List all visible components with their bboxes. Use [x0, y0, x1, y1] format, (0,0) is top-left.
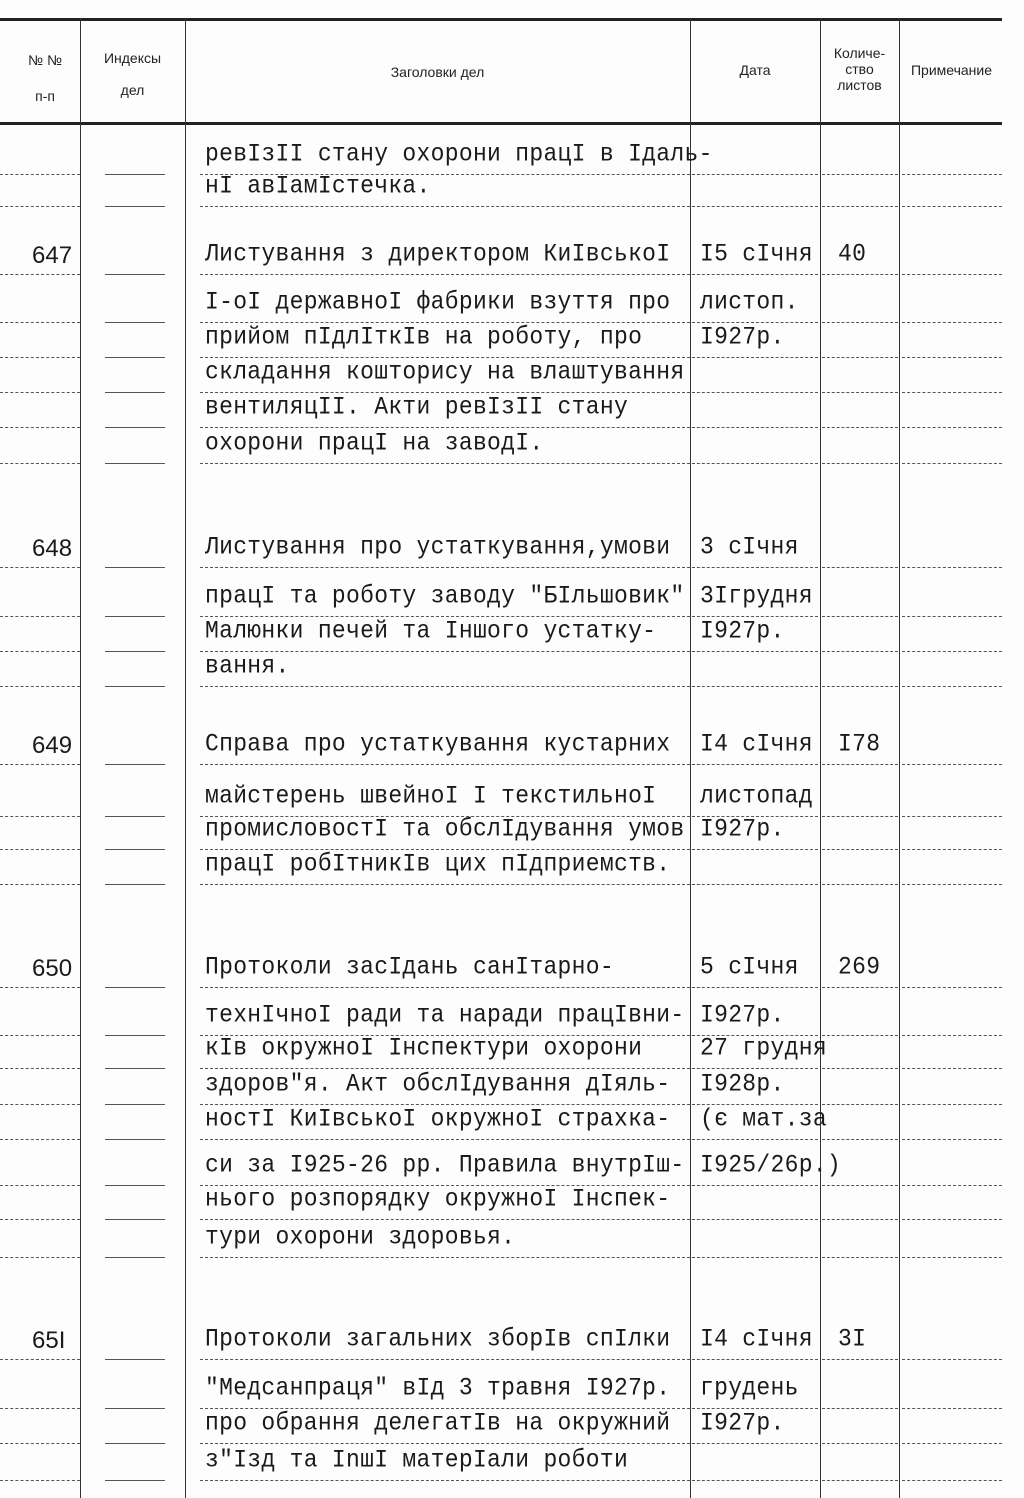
- entry-date-line: I4 cIчня: [700, 730, 813, 759]
- index-dash: [105, 392, 165, 393]
- row-rule: [822, 463, 898, 464]
- row-rule: [902, 1139, 1002, 1140]
- index-dash: [105, 427, 165, 428]
- index-dash: [105, 174, 165, 175]
- entry-title-line: охорони працI на заводI.: [205, 429, 544, 458]
- row-rule: [692, 849, 818, 850]
- row-rule: [692, 1068, 818, 1069]
- row-rule: [822, 884, 898, 885]
- header-sheets: [820, 45, 899, 93]
- row-rule: [200, 427, 690, 428]
- entry-title-line: про обрання делегатIв на окружний: [205, 1409, 671, 1438]
- entry-date-line: I927р.: [700, 1001, 785, 1030]
- row-rule: [200, 686, 690, 687]
- row-rule: [200, 1443, 690, 1444]
- row-rule: [822, 616, 898, 617]
- index-dash: [105, 686, 165, 687]
- entry-date-line: I927р.: [700, 617, 785, 646]
- row-rule: [902, 274, 1002, 275]
- row-rule: [0, 206, 80, 207]
- column-divider: [690, 18, 691, 1498]
- entry-title-line: працI та роботу заводу "БIльшовик": [205, 582, 685, 611]
- entry-date-line: 3Iгрудня: [700, 582, 813, 611]
- row-rule: [200, 1139, 690, 1140]
- row-rule: [0, 1104, 80, 1105]
- row-rule: [902, 816, 1002, 817]
- entry-number: 650: [32, 955, 73, 982]
- row-rule: [692, 1219, 818, 1220]
- row-rule: [902, 884, 1002, 885]
- row-rule: [822, 686, 898, 687]
- entry-title-line: си за I925-26 рр. Правила внутрIш-: [205, 1151, 685, 1180]
- row-rule: [200, 884, 690, 885]
- row-rule: [200, 849, 690, 850]
- entry-date-line: 27 грудня: [700, 1034, 827, 1063]
- entry-title-line: кIв окружноI Iнспектури охорони: [205, 1034, 643, 1063]
- row-rule: [0, 764, 80, 765]
- row-rule: [200, 816, 690, 817]
- row-rule: [902, 322, 1002, 323]
- index-dash: [105, 1035, 165, 1036]
- index-dash: [105, 463, 165, 464]
- entry-title-line: нього розпорядку окружноI Iнспек-: [205, 1185, 671, 1214]
- row-rule: [692, 357, 818, 358]
- row-rule: [822, 174, 898, 175]
- column-divider: [820, 18, 821, 1498]
- entry-title-line: працI робIтникIв цих пIдприемств.: [205, 850, 671, 879]
- row-rule: [200, 1035, 690, 1036]
- entry-date-line: I927р.: [700, 815, 785, 844]
- entry-sheet-count: I78: [838, 730, 881, 759]
- entry-sheet-count: 3I: [838, 1325, 867, 1354]
- row-rule: [200, 1185, 690, 1186]
- row-rule: [0, 1185, 80, 1186]
- row-rule: [0, 1068, 80, 1069]
- index-dash: [105, 764, 165, 765]
- index-dash: [105, 1185, 165, 1186]
- row-rule: [200, 616, 690, 617]
- row-rule: [692, 206, 818, 207]
- row-rule: [822, 1443, 898, 1444]
- row-rule: [902, 427, 1002, 428]
- index-dash: [105, 1104, 165, 1105]
- row-rule: [200, 1104, 690, 1105]
- row-rule: [200, 1257, 690, 1258]
- index-dash: [105, 1408, 165, 1409]
- row-rule: [822, 1219, 898, 1220]
- row-rule: [200, 1480, 690, 1481]
- row-rule: [200, 274, 690, 275]
- row-rule: [902, 849, 1002, 850]
- header-number: [10, 52, 80, 104]
- entry-title-line: вання.: [205, 652, 290, 681]
- row-rule: [200, 357, 690, 358]
- index-dash: [105, 1443, 165, 1444]
- index-dash: [105, 567, 165, 568]
- row-rule: [0, 1139, 80, 1140]
- row-rule: [692, 686, 818, 687]
- header-sheets-line: ство: [845, 61, 874, 77]
- row-rule: [200, 1408, 690, 1409]
- row-rule: [902, 1185, 1002, 1186]
- row-rule: [200, 392, 690, 393]
- entry-title-line: Протоколи загальних зборIв спIлки: [205, 1325, 671, 1354]
- entry-number: 65I: [32, 1327, 66, 1354]
- row-rule: [822, 427, 898, 428]
- entry-title-line: здоров"я. Акт обслIдування дIяль-: [205, 1070, 671, 1099]
- row-rule: [0, 849, 80, 850]
- row-rule: [822, 1035, 898, 1036]
- row-rule: [822, 322, 898, 323]
- row-rule: [902, 463, 1002, 464]
- row-rule: [0, 1035, 80, 1036]
- row-rule: [0, 651, 80, 652]
- row-rule: [0, 357, 80, 358]
- entry-title-line: нI авIамIстечка.: [205, 172, 431, 201]
- index-dash: [105, 357, 165, 358]
- row-rule: [200, 322, 690, 323]
- row-rule: [822, 1480, 898, 1481]
- row-rule: [0, 1219, 80, 1220]
- row-rule: [200, 1219, 690, 1220]
- row-rule: [0, 1443, 80, 1444]
- row-rule: [0, 1257, 80, 1258]
- header-index-line: Индексы: [103, 50, 162, 66]
- row-rule: [692, 174, 818, 175]
- row-rule: [692, 764, 818, 765]
- row-rule: [902, 1443, 1002, 1444]
- row-rule: [822, 816, 898, 817]
- entry-title-line: вентиляцII. Акти ревIзII стану: [205, 393, 629, 422]
- entry-date-line: 5 cIчня: [700, 953, 799, 982]
- entry-date-line: грудень: [700, 1374, 799, 1403]
- column-divider: [899, 18, 900, 1498]
- header-number-line: п-п: [35, 88, 55, 104]
- row-rule: [822, 357, 898, 358]
- entry-title-line: промисловостI та обслIдування умов: [205, 815, 685, 844]
- entry-number: 647: [32, 242, 73, 269]
- index-dash: [105, 616, 165, 617]
- entry-title-line: майстерень швейноI I текстильноI: [205, 782, 657, 811]
- row-rule: [0, 816, 80, 817]
- entry-title-line: тури охорони здоровья.: [205, 1223, 516, 1252]
- row-rule: [0, 322, 80, 323]
- entry-date-line: (є мат.за: [700, 1105, 827, 1134]
- index-dash: [105, 1219, 165, 1220]
- row-rule: [200, 206, 690, 207]
- row-rule: [692, 1185, 818, 1186]
- row-rule: [822, 1185, 898, 1186]
- index-dash: [105, 816, 165, 817]
- row-rule: [692, 392, 818, 393]
- entry-title-line: ревIзII стану охорони працI в Iдаль-: [205, 140, 713, 169]
- entry-title-line: Листування з директором КиIвськоI: [205, 240, 671, 269]
- row-rule: [692, 1257, 818, 1258]
- header-title: Заголовки дел: [390, 64, 485, 80]
- row-rule: [902, 1408, 1002, 1409]
- entry-title-line: Листування про устаткування,умови: [205, 533, 671, 562]
- row-rule: [902, 392, 1002, 393]
- row-rule: [0, 686, 80, 687]
- header-sheets-line: листов: [837, 77, 882, 93]
- row-rule: [902, 616, 1002, 617]
- row-rule: [902, 987, 1002, 988]
- top-border: [0, 18, 1002, 21]
- row-rule: [0, 427, 80, 428]
- row-rule: [692, 1139, 818, 1140]
- row-rule: [200, 174, 690, 175]
- index-dash: [105, 1257, 165, 1258]
- row-rule: [0, 463, 80, 464]
- index-dash: [105, 206, 165, 207]
- index-dash: [105, 884, 165, 885]
- row-rule: [692, 1443, 818, 1444]
- row-rule: [692, 427, 818, 428]
- row-rule: [902, 357, 1002, 358]
- row-rule: [902, 174, 1002, 175]
- row-rule: [822, 1068, 898, 1069]
- row-rule: [0, 1480, 80, 1481]
- row-rule: [200, 651, 690, 652]
- row-rule: [0, 1359, 80, 1360]
- entry-title-line: прийом пIдлIткIв на роботу, про: [205, 323, 643, 352]
- entry-date-line: I927р.: [700, 323, 785, 352]
- row-rule: [822, 392, 898, 393]
- row-rule: [0, 987, 80, 988]
- entry-title-line: технIчноI ради та наради працIвни-: [205, 1001, 685, 1030]
- row-rule: [200, 1359, 690, 1360]
- row-rule: [200, 764, 690, 765]
- row-rule: [0, 392, 80, 393]
- entry-title-line: з"Iзд та InшI матерIали роботи: [205, 1446, 629, 1475]
- row-rule: [902, 567, 1002, 568]
- entry-title-line: Справа про устаткування кустарних: [205, 730, 671, 759]
- row-rule: [822, 274, 898, 275]
- index-dash: [105, 322, 165, 323]
- row-rule: [692, 987, 818, 988]
- row-rule: [822, 1104, 898, 1105]
- index-dash: [105, 1068, 165, 1069]
- row-rule: [200, 567, 690, 568]
- header-index-line: дел: [120, 82, 145, 98]
- row-rule: [902, 1257, 1002, 1258]
- row-rule: [902, 1219, 1002, 1220]
- row-rule: [822, 567, 898, 568]
- header-index: [85, 50, 180, 98]
- entry-date-line: 3 cIчня: [700, 533, 799, 562]
- header-bottom-border: [0, 122, 1002, 125]
- header-number-line: № №: [28, 52, 62, 68]
- row-rule: [822, 764, 898, 765]
- row-rule: [692, 463, 818, 464]
- row-rule: [692, 884, 818, 885]
- entry-title-line: "Медсанпраця" вIд 3 травня I927р.: [205, 1374, 671, 1403]
- row-rule: [692, 567, 818, 568]
- entry-date-line: листопад: [700, 782, 813, 811]
- row-rule: [822, 849, 898, 850]
- entry-date-line: I927р.: [700, 1409, 785, 1438]
- row-rule: [902, 764, 1002, 765]
- header-note: Примечание: [910, 62, 993, 78]
- row-rule: [0, 616, 80, 617]
- header-date: Дата: [739, 62, 771, 78]
- entry-date-line: I925/26р.): [700, 1151, 842, 1180]
- row-rule: [902, 206, 1002, 207]
- column-divider: [185, 18, 186, 1498]
- row-rule: [200, 1068, 690, 1069]
- entry-sheet-count: 40: [838, 240, 867, 269]
- row-rule: [0, 174, 80, 175]
- entry-number: 648: [32, 535, 73, 562]
- header-sheets-line: Количе-: [833, 45, 886, 61]
- row-rule: [902, 1104, 1002, 1105]
- row-rule: [822, 1139, 898, 1140]
- row-rule: [902, 1068, 1002, 1069]
- entry-date-line: листоп.: [700, 288, 799, 317]
- column-divider: [80, 18, 81, 1498]
- row-rule: [692, 651, 818, 652]
- index-dash: [105, 1480, 165, 1481]
- index-dash: [105, 274, 165, 275]
- row-rule: [902, 686, 1002, 687]
- row-rule: [822, 206, 898, 207]
- row-rule: [0, 884, 80, 885]
- row-rule: [822, 1359, 898, 1360]
- row-rule: [902, 651, 1002, 652]
- entry-date-line: I4 cIчня: [700, 1325, 813, 1354]
- row-rule: [902, 1480, 1002, 1481]
- entry-date-line: I5 cIчня: [700, 240, 813, 269]
- entry-sheet-count: 269: [838, 953, 881, 982]
- index-dash: [105, 1359, 165, 1360]
- row-rule: [822, 1408, 898, 1409]
- row-rule: [902, 1359, 1002, 1360]
- row-rule: [692, 1359, 818, 1360]
- row-rule: [822, 987, 898, 988]
- entry-title-line: I-оI державноI фабрики взуття про: [205, 288, 671, 317]
- entry-number: 649: [32, 732, 73, 759]
- row-rule: [822, 1257, 898, 1258]
- row-rule: [200, 463, 690, 464]
- index-dash: [105, 849, 165, 850]
- row-rule: [0, 567, 80, 568]
- entry-title-line: Малюнки печей та Iншого устатку-: [205, 617, 657, 646]
- row-rule: [822, 651, 898, 652]
- row-rule: [692, 1480, 818, 1481]
- index-dash: [105, 987, 165, 988]
- entry-date-line: I928р.: [700, 1070, 785, 1099]
- row-rule: [0, 274, 80, 275]
- row-rule: [692, 274, 818, 275]
- row-rule: [0, 1408, 80, 1409]
- entry-title-line: ностI КиIвськоI окружноI страхка-: [205, 1105, 671, 1134]
- row-rule: [200, 987, 690, 988]
- entry-title-line: складання кошторису на влаштування: [205, 358, 685, 387]
- row-rule: [902, 1035, 1002, 1036]
- index-dash: [105, 651, 165, 652]
- index-dash: [105, 1139, 165, 1140]
- entry-title-line: Протоколи засIдань санIтарно-: [205, 953, 614, 982]
